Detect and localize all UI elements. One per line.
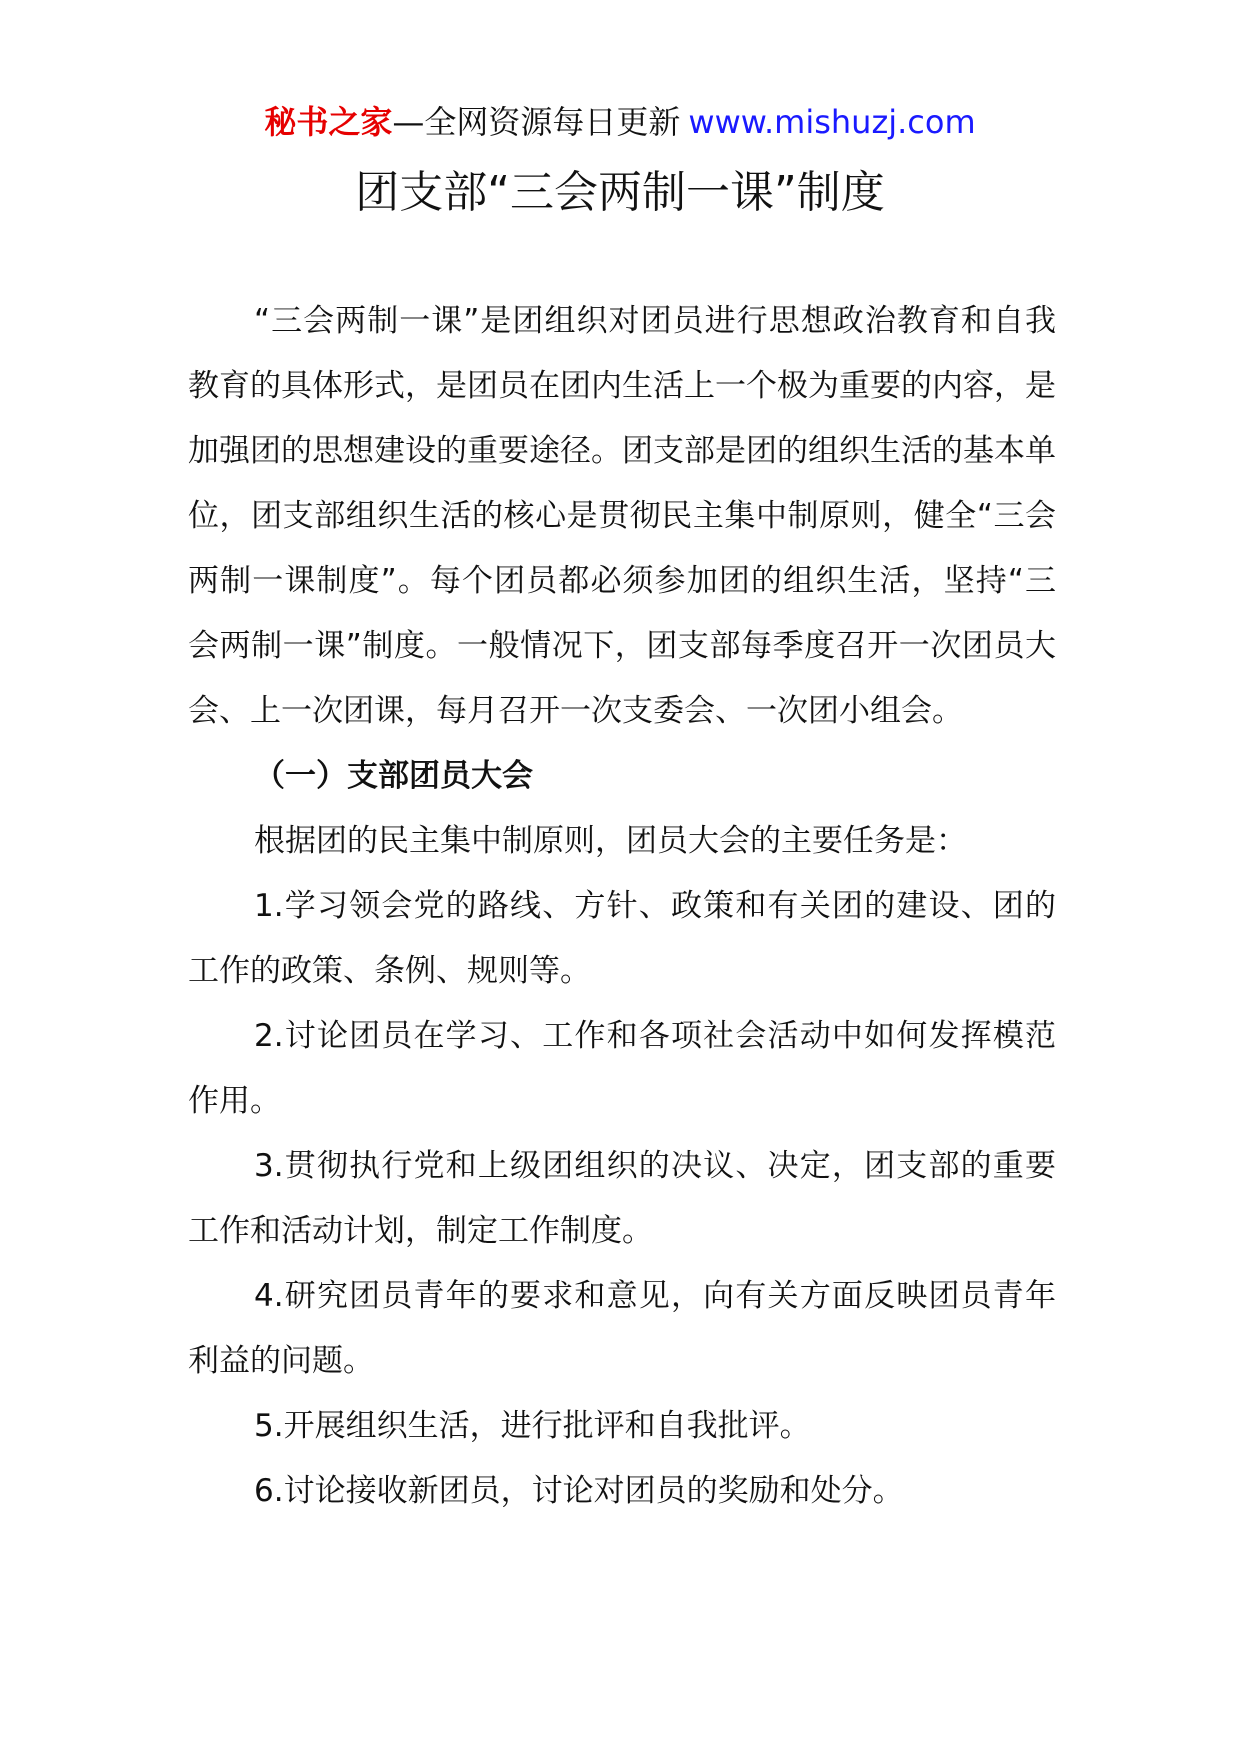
section-heading: （一）支部团员大会 [254, 758, 533, 794]
site-header [0, 100, 1240, 144]
document-body [188, 289, 1056, 1524]
brand-name: 秘书之家 [264, 103, 393, 141]
list-item: 4.研究团员青年的要求和意见，向有关方面反映团员青年利益的问题。 [188, 1278, 1056, 1379]
header-slogan: —全网资源每日更新 [392, 103, 681, 141]
document-title: 团支部“三会两制一课”制度 [355, 167, 885, 218]
list-item: 5.开展组织生活，进行批评和自我批评。 [254, 1408, 811, 1444]
list-item: 6.讨论接收新团员，讨论对团员的奖励和处分。 [254, 1473, 904, 1509]
list-item: 3.贯彻执行党和上级团组织的决议、决定，团支部的重要工作和活动计划，制定工作制度。 [188, 1148, 1056, 1249]
site-url-link[interactable]: www.mishuzj.com [688, 103, 976, 141]
list-item: 1.学习领会党的路线、方针、政策和有关团的建设、团的工作的政策、条例、规则等。 [188, 888, 1056, 989]
intro-paragraph: “三会两制一课”是团组织对团员进行思想政治教育和自我教育的具体形式，是团员在团内生活上一个极为重要的内容，是加强团的思想建设的重要途径。团支部是团的组织生活的基本单位，团支部组织生活的核心是贯彻民主集中制原则，健全“三会两制一课制度”。每个团员都必须参加团的组织生活，坚持“三会两制一课”制度。一般情况下，团支部每季度召开一次团员大会、上一次团课，每月召开一次支委会、一次团小组会。 [188, 303, 1056, 729]
list-item: 2.讨论团员在学习、工作和各项社会活动中如何发挥模范作用。 [188, 1018, 1056, 1119]
section-lead-paragraph: 根据团的民主集中制原则，团员大会的主要任务是： [254, 823, 967, 859]
